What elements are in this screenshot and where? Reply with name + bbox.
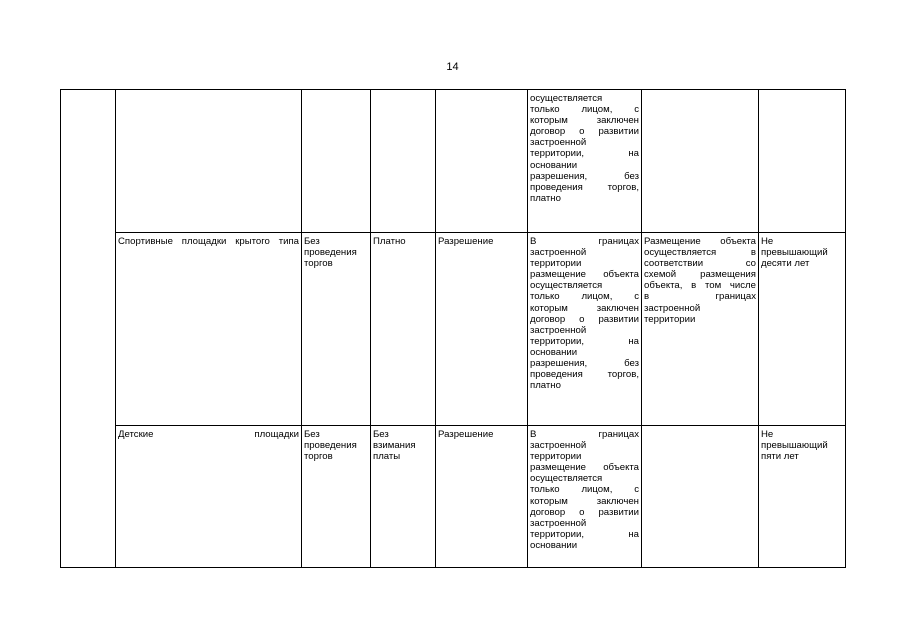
placement-cell: Размещение объекта осуществляется в соответствии со схемой размещения объекта, в том числе в границах застроенной территории: [642, 233, 759, 426]
basis-cell: Разрешение: [436, 426, 528, 568]
placement-cell: [642, 90, 759, 233]
conditions-cell: В границах застроенной территории размещение объекта осуществляется только лицом, с которым заключен договор о развитии застроенной территории, на основании разрешения, без проведения торгов, платно: [528, 233, 642, 426]
conditions-cell: осуществляется только лицом, с которым заключен договор о развитии застроенной территории, на основании разрешения, без проведения торгов, платно: [528, 90, 642, 233]
table-row: [61, 233, 846, 426]
placement-cell: [642, 426, 759, 568]
term-cell: Не превышающий десяти лет: [759, 233, 846, 426]
payment-cell: Без взимания платы: [371, 426, 436, 568]
object-name-cell: Спортивные площадки крытого типа: [116, 233, 302, 426]
auction-cell: Без проведения торгов: [302, 426, 371, 568]
basis-cell: Разрешение: [436, 233, 528, 426]
page-number: 14: [446, 61, 459, 73]
table-row: [61, 426, 846, 568]
auction-cell: Без проведения торгов: [302, 233, 371, 426]
payment-cell: Платно: [371, 233, 436, 426]
objects-table: [60, 89, 846, 568]
term-cell: Не превышающий пяти лет: [759, 426, 846, 568]
object-name-cell: [116, 90, 302, 233]
term-cell: [759, 90, 846, 233]
empty-index-cell: [61, 90, 116, 568]
basis-cell: [436, 90, 528, 233]
table-row: [61, 90, 846, 233]
conditions-cell: В границах застроенной территории размещение объекта осуществляется только лицом, с которым заключен договор о развитии застроенной территории, на основании: [528, 426, 642, 568]
object-name-cell: Детские площадки: [116, 426, 302, 568]
payment-cell: [371, 90, 436, 233]
auction-cell: [302, 90, 371, 233]
